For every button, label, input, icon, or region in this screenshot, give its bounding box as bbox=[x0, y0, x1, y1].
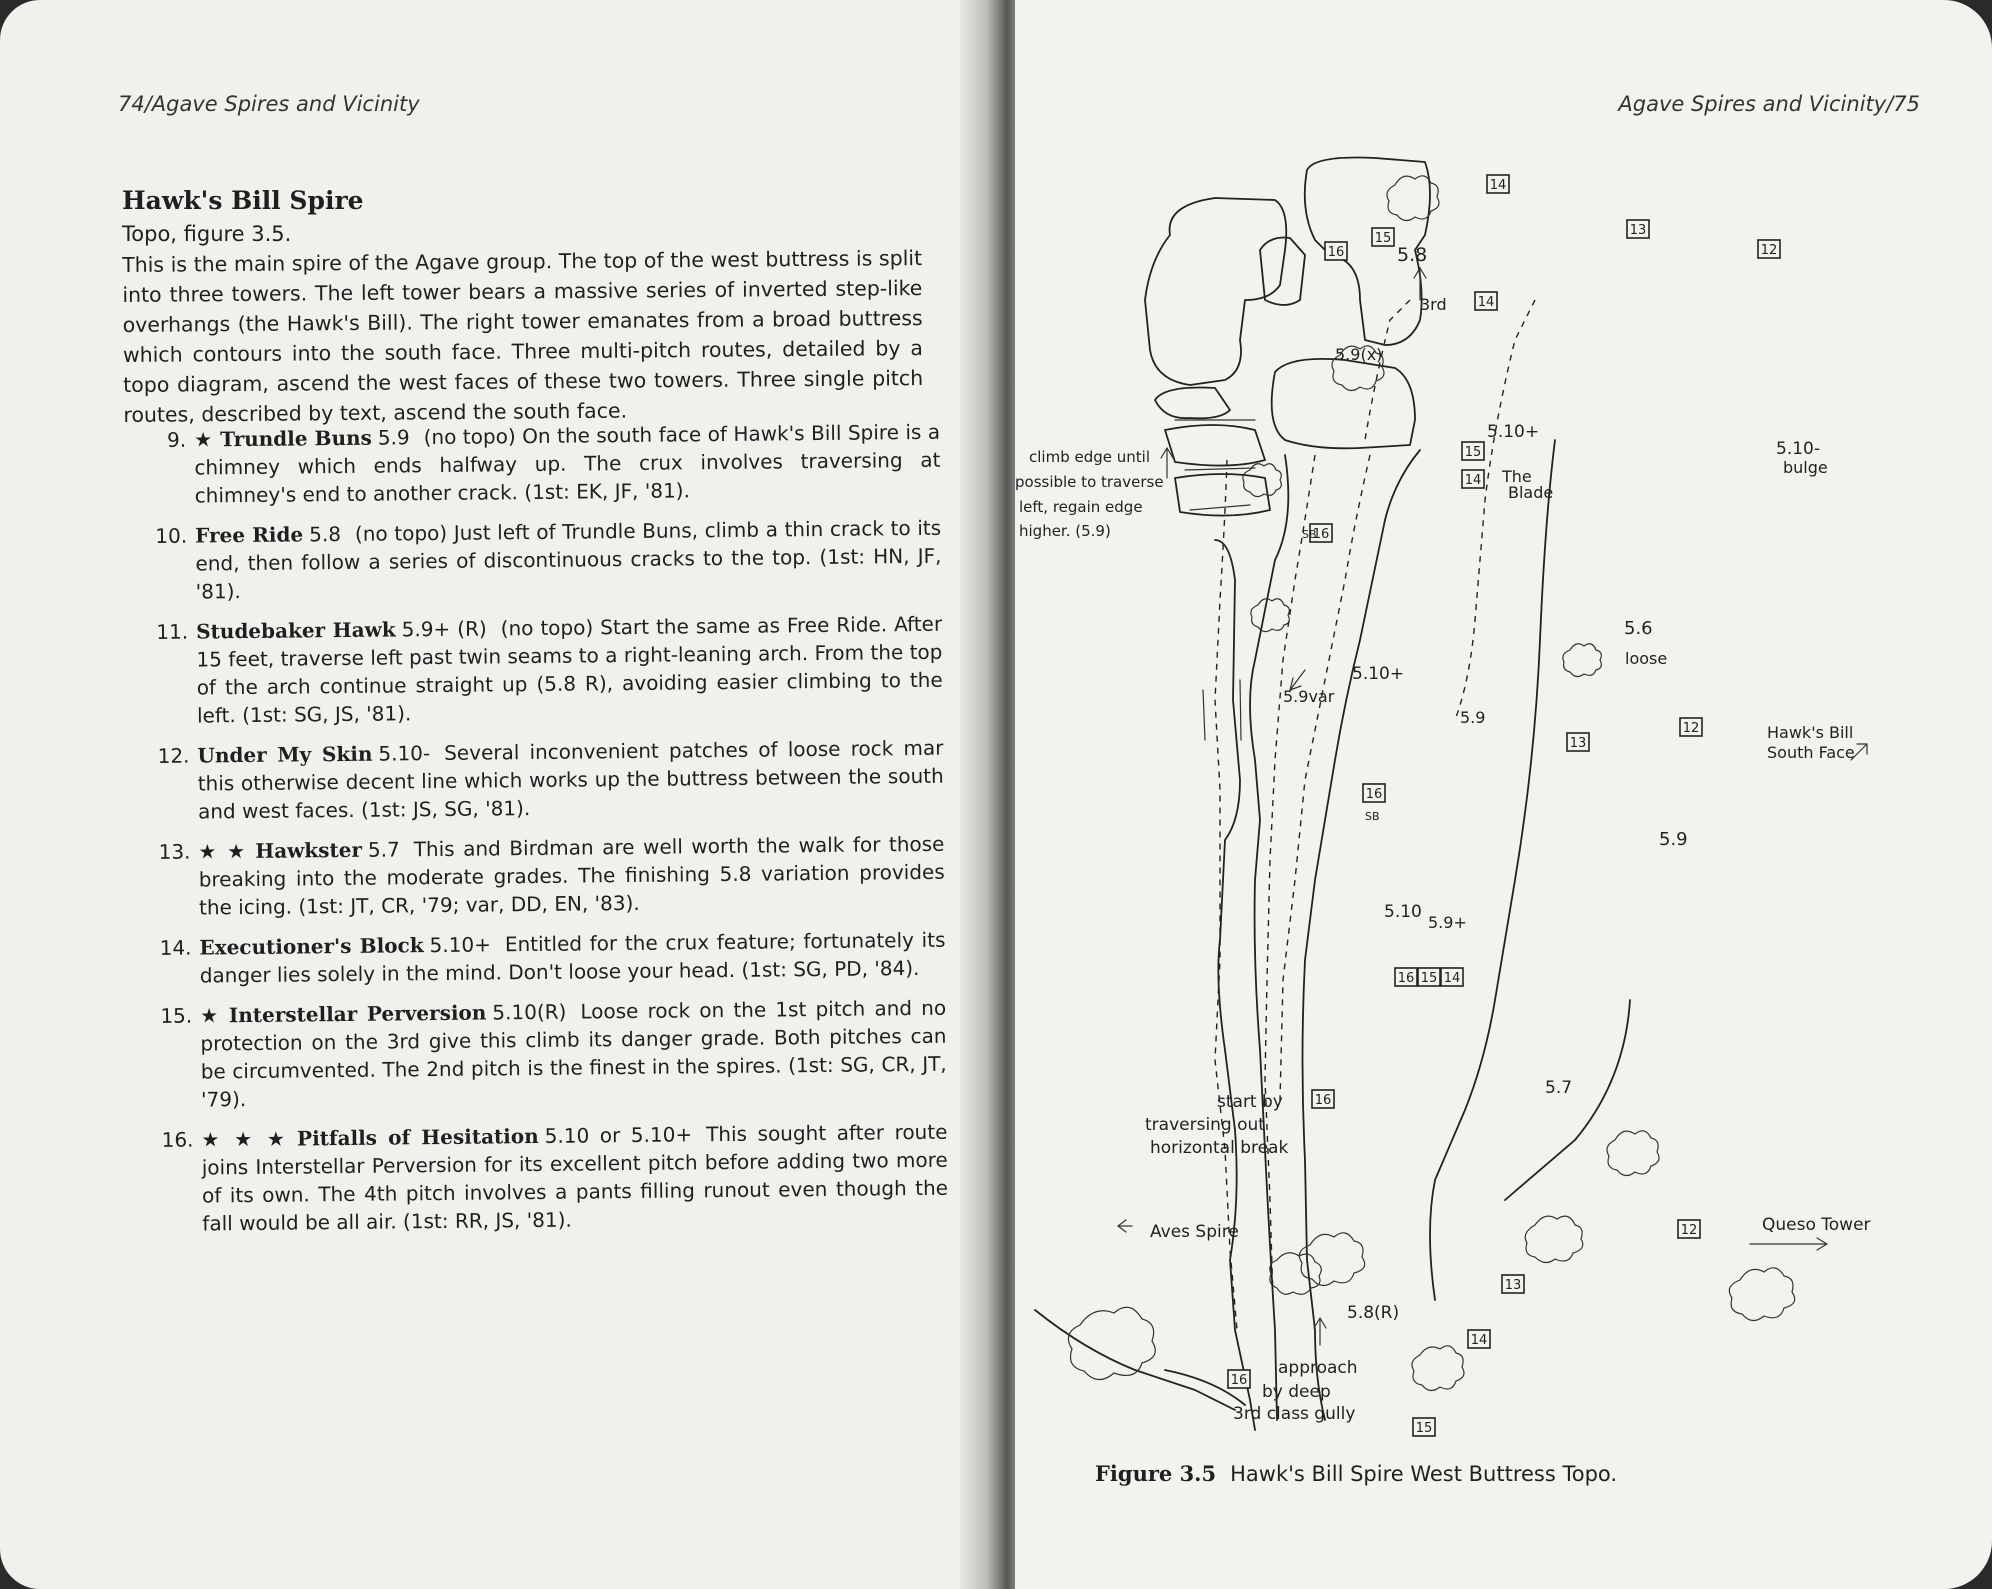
route-stars: ★ ★ bbox=[198, 839, 248, 864]
label-the-blade: Blade bbox=[1508, 483, 1554, 502]
grade-label: 5.8(R) bbox=[1347, 1303, 1400, 1323]
route-stars: ★ bbox=[194, 427, 213, 452]
left-tower-steps bbox=[1155, 388, 1270, 516]
topo-labels bbox=[1015, 244, 1871, 1424]
svg-text:16: 16 bbox=[1397, 971, 1415, 986]
route-number: 16. bbox=[161, 1127, 194, 1152]
route-box bbox=[1462, 442, 1484, 460]
route-name: Under My Skin bbox=[197, 741, 373, 768]
route-grade: 5.10 or 5.10+ bbox=[544, 1122, 693, 1148]
section-subtitle: Topo, figure 3.5. bbox=[122, 222, 292, 246]
route-box bbox=[1462, 470, 1484, 488]
route-box bbox=[1413, 1418, 1435, 1436]
bush-icon bbox=[1525, 1216, 1583, 1262]
label-bulge: bulge bbox=[1783, 458, 1828, 477]
route-item bbox=[157, 1118, 948, 1238]
route-box bbox=[1678, 1220, 1700, 1238]
route-number: 12. bbox=[157, 743, 190, 768]
svg-text:12: 12 bbox=[1680, 1223, 1698, 1238]
label-bulge: 5.10- bbox=[1776, 439, 1820, 459]
label-approach: by deep bbox=[1262, 1382, 1331, 1402]
route-grade: 5.10+ bbox=[429, 932, 492, 958]
route-description: This and Birdman are well worth the walk for those breaking into the moderate grades. The finishing 5.8 variation provides the icing. (1st: JT, CR, '79; var, DD, EN, '83). bbox=[198, 831, 945, 920]
bush-icon bbox=[1607, 1131, 1659, 1176]
route-box bbox=[1372, 228, 1394, 246]
route-item bbox=[153, 734, 944, 826]
route-line-12 bbox=[1455, 300, 1535, 720]
section-title: Hawk's Bill Spire bbox=[122, 186, 364, 215]
label-queso-tower: Queso Tower bbox=[1762, 1215, 1871, 1235]
label-hawks-bill-south: Hawk's Bill bbox=[1767, 723, 1854, 742]
svg-text:15: 15 bbox=[1374, 231, 1392, 246]
route-box bbox=[1363, 784, 1385, 802]
sb-label: SB bbox=[1365, 810, 1380, 823]
svg-text:13: 13 bbox=[1504, 1278, 1522, 1293]
route-description: (no topo) Start the same as Free Ride. After 15 feet, traverse left past twin seams to a right-leaning arch. From the top of the arch continue straight up (5.8 R), avoiding easier climbing to the left. (1st: SG, JS, '81). bbox=[196, 611, 943, 728]
label-approach: approach bbox=[1278, 1358, 1358, 1378]
bush-icon bbox=[1412, 1346, 1464, 1391]
route-box bbox=[1418, 968, 1440, 986]
grade-label: 5.10+ bbox=[1487, 422, 1540, 442]
route-name: Executioner's Block bbox=[199, 933, 424, 960]
svg-text:15: 15 bbox=[1420, 971, 1438, 986]
grade-label: 5.9 bbox=[1659, 829, 1688, 850]
label-traversing: traversing out bbox=[1145, 1115, 1265, 1135]
far-right-slope bbox=[1505, 1000, 1630, 1200]
svg-text:14: 14 bbox=[1470, 1333, 1488, 1348]
route-item bbox=[151, 514, 942, 606]
label-traversing: horizontal break bbox=[1150, 1138, 1289, 1158]
arrow-left-icon bbox=[1118, 1220, 1132, 1232]
topo-diagram bbox=[1015, 0, 1992, 1589]
route-number: 11. bbox=[156, 619, 189, 644]
route-box bbox=[1312, 1090, 1334, 1108]
svg-text:14: 14 bbox=[1489, 178, 1507, 193]
route-grade: 5.10(R) bbox=[492, 999, 567, 1025]
label-start-by: start by bbox=[1217, 1092, 1283, 1112]
bush-icon bbox=[1270, 1253, 1321, 1294]
grade-label: 5.9+ bbox=[1428, 913, 1467, 932]
note-climb-edge: left, regain edge bbox=[1019, 498, 1143, 516]
svg-text:14: 14 bbox=[1464, 473, 1482, 488]
label-loose: loose bbox=[1625, 649, 1668, 668]
route-line-13 bbox=[1365, 300, 1410, 440]
route-box bbox=[1468, 1330, 1490, 1348]
bush-icon bbox=[1251, 599, 1289, 632]
svg-text:16: 16 bbox=[1365, 787, 1383, 802]
grade-label: 5.9 bbox=[1460, 708, 1486, 727]
label-hawks-bill-south: South Face bbox=[1767, 743, 1855, 762]
route-list bbox=[150, 418, 949, 1250]
label-approach: 3rd class gully bbox=[1233, 1404, 1356, 1424]
route-item bbox=[150, 418, 941, 510]
route-box bbox=[1228, 1370, 1250, 1388]
route-number: 10. bbox=[155, 523, 188, 548]
route-item bbox=[152, 610, 943, 730]
note-climb-edge: possible to traverse bbox=[1015, 473, 1164, 491]
route-name: Free Ride bbox=[195, 522, 304, 548]
intro-paragraph: This is the main spire of the Agave group. The top of the west buttress is split into three towers. The left tower bears a massive series of inverted step-like overhangs (the Hawk's Bill). The right tower emanates from a broad buttress which contours into the south face. Three multi-pitch routes, detailed by a topo diagram, ascend the west faces of these two towers. Three single pitch routes, described by text, ascend the south face. bbox=[122, 246, 924, 427]
far-right-edge bbox=[1430, 440, 1555, 1300]
route-box bbox=[1627, 220, 1649, 238]
right-buttress-outline bbox=[1272, 359, 1415, 448]
svg-text:16: 16 bbox=[1314, 1093, 1332, 1108]
route-line-15 bbox=[1265, 455, 1315, 1300]
lower-buttress-left bbox=[1215, 540, 1255, 1430]
svg-text:16: 16 bbox=[1230, 1373, 1248, 1388]
route-grade: 5.9+ (R) bbox=[401, 616, 487, 642]
grade-label: 5.8 bbox=[1397, 244, 1428, 266]
route-stars: ★ ★ ★ bbox=[201, 1126, 290, 1152]
grade-label: 5.9(x) bbox=[1335, 345, 1383, 364]
svg-text:13: 13 bbox=[1569, 736, 1587, 751]
label-the-blade: The bbox=[1502, 467, 1532, 486]
route-stars: ★ bbox=[200, 1003, 222, 1028]
grade-label: 5.6 bbox=[1624, 618, 1653, 639]
topo-figure bbox=[1015, 0, 1992, 1589]
route-grade: 5.10- bbox=[378, 741, 431, 766]
figure-caption-text: Hawk's Bill Spire West Buttress Topo. bbox=[1230, 1462, 1618, 1486]
route-number: 15. bbox=[160, 1003, 193, 1028]
lower-left-slope bbox=[1035, 1310, 1235, 1410]
route-item bbox=[154, 830, 945, 922]
figure-caption bbox=[1095, 1461, 1617, 1486]
grade-label: 5.9var bbox=[1283, 687, 1335, 706]
route-number: 9. bbox=[166, 427, 187, 452]
svg-text:16: 16 bbox=[1327, 245, 1345, 260]
left-page bbox=[0, 0, 985, 1589]
route-description: Several inconvenient patches of loose rock mar this otherwise decent line which works up the buttress between the south and west faces. (1st: JS, SG, '81). bbox=[197, 735, 944, 824]
route-description: (no topo) On the south face of Hawk's Bill Spire is a chimney which ends halfway up. The crux involves traversing at chimney's end to another crack. (1st: EK, JF, '81). bbox=[194, 419, 941, 508]
route-description: Loose rock on the 1st pitch and no protection on the 3rd give this climb its danger grade. Both pitches can be circumvented. The 2nd pitch is the finest in the spires. (1st: SG, CR, JT, '79). bbox=[200, 995, 947, 1112]
bush-icon bbox=[1387, 176, 1439, 221]
route-name: Studebaker Hawk bbox=[196, 617, 396, 644]
route-box bbox=[1502, 1275, 1524, 1293]
svg-text:12: 12 bbox=[1760, 243, 1778, 258]
running-head-right: Agave Spires and Vicinity/75 bbox=[1618, 92, 1920, 116]
route-name: Hawkster bbox=[255, 837, 363, 863]
grade-label: 5.10+ bbox=[1352, 664, 1405, 684]
route-box bbox=[1680, 718, 1702, 736]
bush-icon bbox=[1729, 1268, 1794, 1321]
route-box bbox=[1567, 733, 1589, 751]
route-grade: 5.8 bbox=[309, 522, 342, 547]
route-box bbox=[1758, 240, 1780, 258]
note-climb-edge: climb edge until bbox=[1029, 448, 1150, 466]
route-name: Pitfalls of Hesitation bbox=[296, 1123, 539, 1151]
route-name: Trundle Buns bbox=[220, 425, 372, 452]
grade-label: 5.7 bbox=[1545, 1078, 1573, 1098]
right-page bbox=[1015, 0, 1992, 1589]
route-name: Interstellar Perversion bbox=[228, 1000, 487, 1028]
label-3rd: 3rd bbox=[1420, 295, 1447, 314]
route-grade: 5.9 bbox=[377, 425, 410, 450]
route-description: (no topo) Just left of Trundle Buns, climb a thin crack to its end, then follow a series of discontinuous cracks to the top. (1st: HN, JF, '81). bbox=[195, 515, 942, 604]
route-line-16 bbox=[1215, 460, 1237, 1330]
route-box bbox=[1487, 175, 1509, 193]
running-head-left: 74/Agave Spires and Vicinity bbox=[118, 92, 420, 116]
route-boxes bbox=[1228, 175, 1780, 1436]
sb-label: SB bbox=[1302, 528, 1317, 541]
note-climb-edge: higher. (5.9) bbox=[1019, 522, 1111, 540]
svg-text:15: 15 bbox=[1415, 1421, 1433, 1436]
svg-text:14: 14 bbox=[1477, 295, 1495, 310]
arrow-right-icon bbox=[1750, 1238, 1827, 1250]
route-line-14 bbox=[1280, 455, 1370, 1100]
route-grade: 5.7 bbox=[367, 837, 400, 862]
svg-text:15: 15 bbox=[1464, 445, 1482, 460]
bush-icon bbox=[1563, 644, 1601, 677]
figure-caption-label: Figure 3.5 bbox=[1095, 1461, 1217, 1486]
svg-text:13: 13 bbox=[1629, 223, 1647, 238]
route-box bbox=[1395, 968, 1417, 986]
svg-text:12: 12 bbox=[1682, 721, 1700, 736]
label-aves-spire: Aves Spire bbox=[1150, 1222, 1239, 1242]
grade-label: 5.10 bbox=[1384, 902, 1422, 922]
route-box bbox=[1325, 242, 1347, 260]
svg-text:14: 14 bbox=[1443, 971, 1461, 986]
svg-text:16: 16 bbox=[1312, 527, 1330, 542]
route-box bbox=[1475, 292, 1497, 310]
route-description: Entitled for the crux feature; fortunately its danger lies solely in the mind. Don't loose your head. (1st: SG, PD, '84). bbox=[199, 927, 946, 988]
route-box bbox=[1441, 968, 1463, 986]
route-number: 14. bbox=[159, 935, 192, 960]
route-item bbox=[156, 994, 947, 1114]
rock-outlines bbox=[1035, 158, 1630, 1431]
route-description: This sought after route joins Interstellar Perversion for its excellent pitch before adding two more of its own. The 4th pitch involves a pants filling runout even though the fall would be all air. (1st: RR, JS, '81). bbox=[201, 1119, 949, 1236]
route-number: 13. bbox=[158, 839, 191, 864]
left-tower-outline bbox=[1145, 198, 1286, 385]
route-item bbox=[155, 926, 946, 990]
